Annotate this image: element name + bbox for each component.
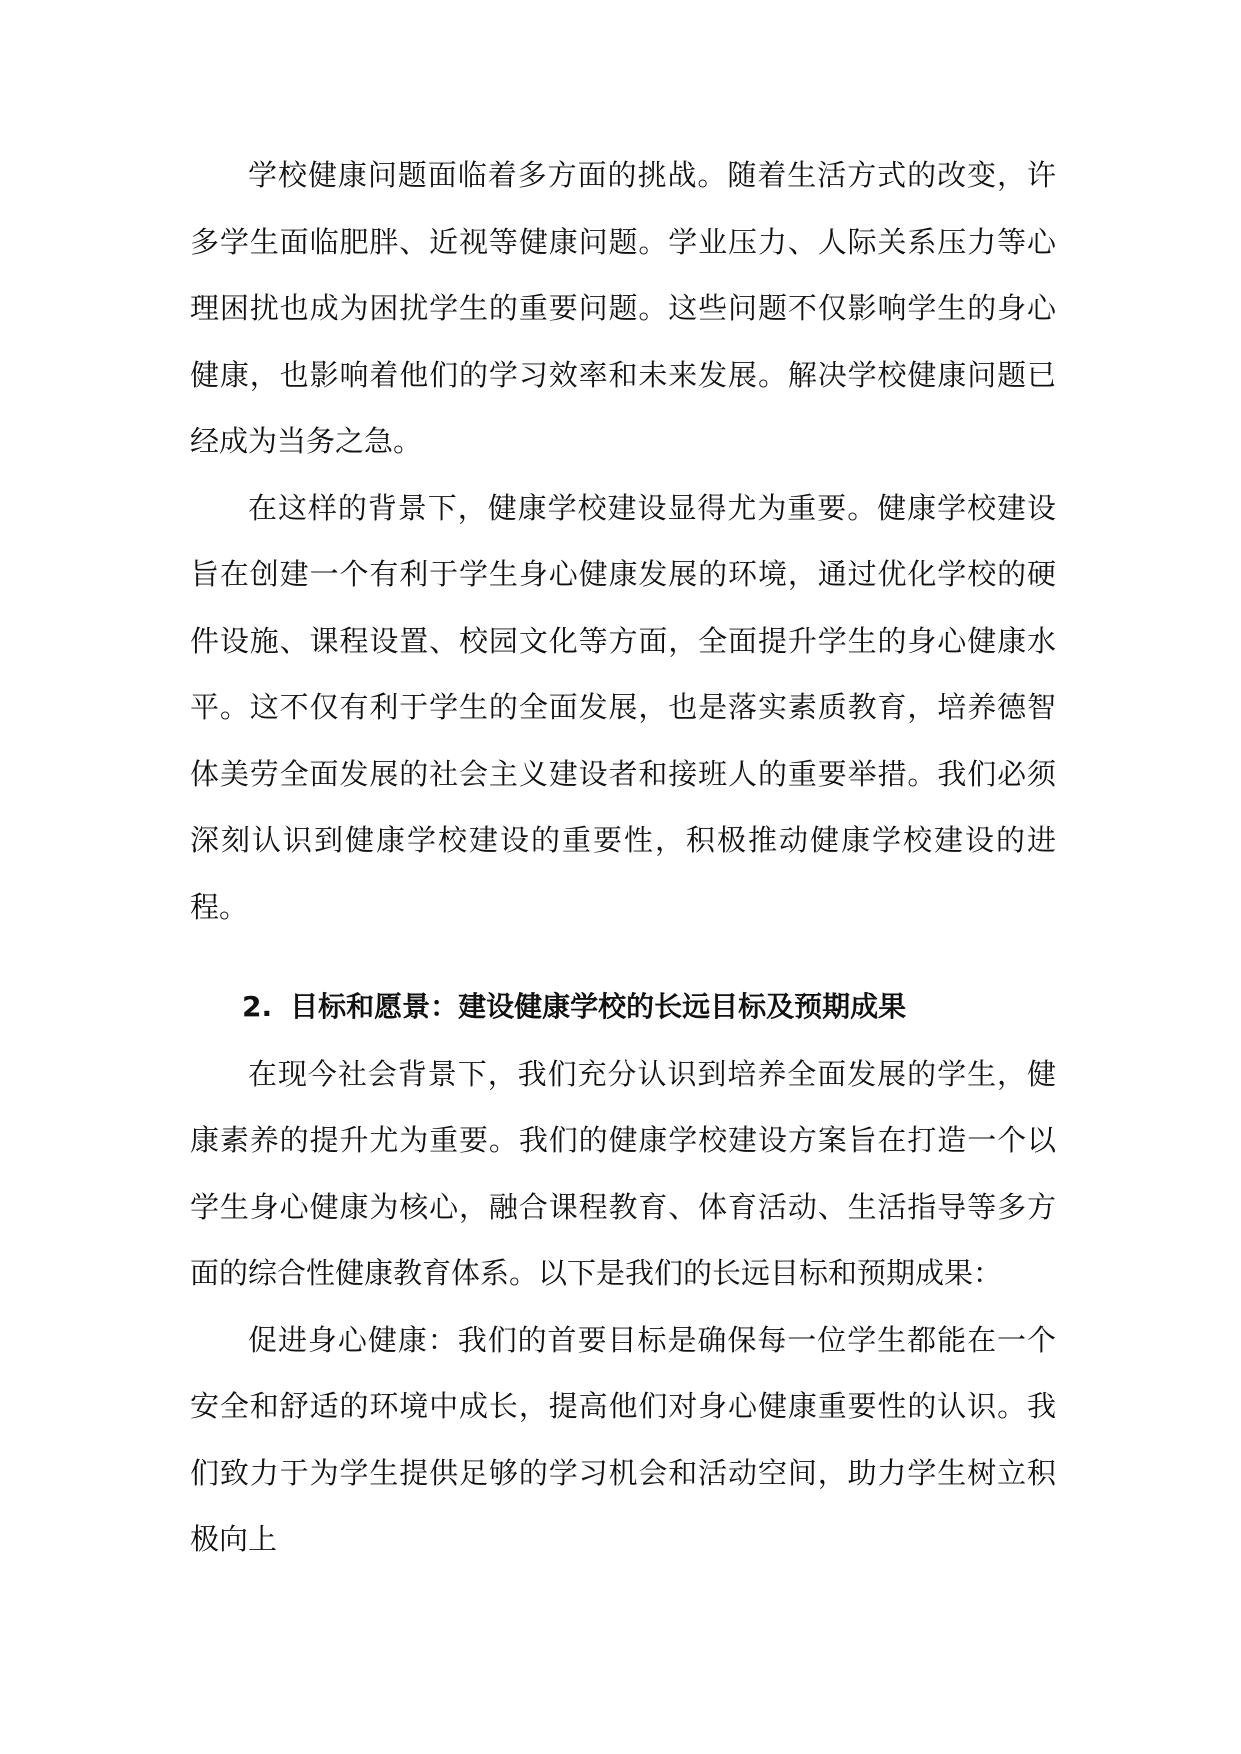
section-number: 2.	[242, 990, 273, 1023]
paragraph-promote-health: 促进身心健康：我们的首要目标是确保每一位学生都能在一个安全和舒适的环境中成长，提高他们对身心健康重要性的认识。我们致力于为学生提供足够的学习机会和活动空间，助力学生树立积极向上	[190, 1322, 1056, 1556]
paragraph-goals-intro: 在现今社会背景下，我们充分认识到培养全面发展的学生，健康素养的提升尤为重要。我们的健康学校建设方案旨在打造一个以学生身心健康为核心，融合课程教育、体育活动、生活指导等多方面的综合性健康教育体系。以下是我们的长远目标和预期成果：	[190, 1056, 1056, 1290]
section-title: 目标和愿景：建设健康学校的长远目标及预期成果	[290, 990, 907, 1023]
paragraph-healthy-school-importance: 在这样的背景下，健康学校建设显得尤为重要。健康学校建设旨在创建一个有利于学生身心健康发展的环境，通过优化学校的硬件设施、课程设置、校园文化等方面，全面提升学生的身心健康水平。这不仅有利于学生的全面发展，也是落实素质教育，培养德智体美劳全面发展的社会主义建设者和接班人的重要举措。我们必须深刻认识到健康学校建设的重要性，积极推动健康学校建设的进程。	[190, 490, 1056, 924]
document-body	[190, 142, 1056, 1573]
section-heading	[190, 974, 1056, 1041]
paragraph-school-health-challenges: 学校健康问题面临着多方面的挑战。随着生活方式的改变，许多学生面临肥胖、近视等健康问题。学业压力、人际关系压力等心理困扰也成为困扰学生的重要问题。这些问题不仅影响学生的身心健康，也影响着他们的学习效率和未来发展。解决学校健康问题已经成为当务之急。	[190, 158, 1056, 458]
